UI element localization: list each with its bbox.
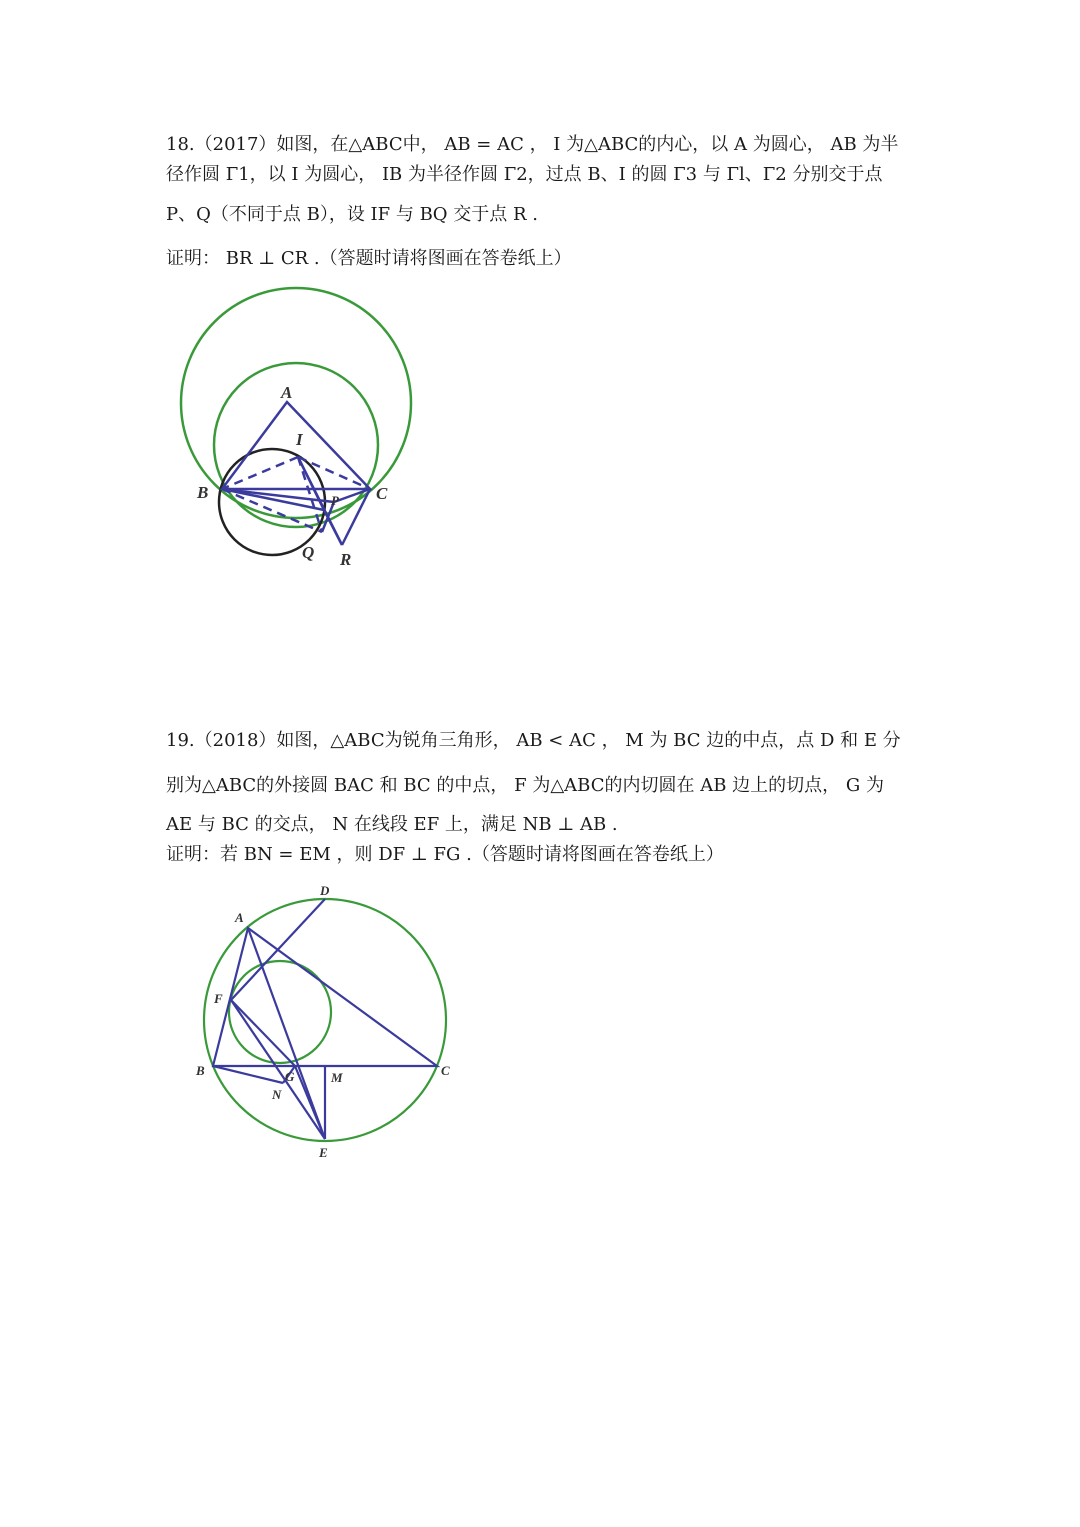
label-q: Q	[302, 543, 315, 562]
label-i: I	[296, 430, 303, 449]
label-c: C	[376, 484, 388, 503]
problem-19-line-3: AE 与 BC 的交点， N 在线段 EF 上，满足 NB ⊥ AB .	[166, 814, 618, 835]
label-d: D	[320, 883, 330, 898]
problem-18-figure	[170, 280, 430, 580]
label-n: N	[272, 1087, 282, 1102]
label-p: P	[331, 493, 339, 508]
label-f: F	[214, 991, 223, 1006]
triangle-abc	[213, 928, 437, 1066]
problem-18-proof-statement: 证明： BR ⊥ CR .（答题时请将图画在答卷纸上）	[166, 248, 572, 269]
circle-gamma3	[219, 449, 325, 555]
problem-19-proof-statement: 证明：若 BN = EM ，则 DF ⊥ FG .（答题时请将图画在答卷纸上）	[166, 844, 724, 865]
label-b: B	[196, 1063, 205, 1078]
label-b: B	[197, 483, 209, 502]
label-a: A	[235, 910, 244, 925]
label-a: A	[281, 383, 293, 402]
label-c: C	[441, 1063, 450, 1078]
segment-fe	[231, 1000, 325, 1139]
problem-18-line-3: P、Q（不同于点 B），设 IF 与 BQ 交于点 R .	[166, 204, 539, 225]
label-e: E	[319, 1145, 328, 1160]
problem-18-line-2: 径作圆 Γ1，以 I 为圆心， IB 为半径作圆 Γ2，过点 B、I 的圆 Γ3 与 Γl、Γ2 分别交于点	[166, 164, 883, 185]
label-g: G	[285, 1069, 295, 1084]
segment-ae	[248, 928, 325, 1139]
problem-19-figure	[190, 880, 460, 1170]
label-r: R	[340, 550, 352, 569]
dashed-iq	[298, 457, 322, 532]
segment-bn	[213, 1066, 283, 1083]
problem-19-line-1: 19.（2018）如图，△ABC为锐角三角形， AB < AC ， M 为 BC 边的中点，点 D 和 E 分	[166, 730, 901, 751]
problem-18-line-1: 18.（2017）如图，在△ABC中， AB = AC ， I 为△ABC的内心，以 A 为圆心， AB 为半	[166, 134, 899, 155]
dashed-ic	[298, 457, 370, 489]
segment-df	[231, 899, 325, 1000]
label-m: M	[331, 1070, 343, 1085]
problem-19-line-2: 别为△ABC的外接圆 BAC 和 BC 的中点， F 为△ABC的内切圆在 AB 边上的切点， G 为	[166, 775, 884, 796]
